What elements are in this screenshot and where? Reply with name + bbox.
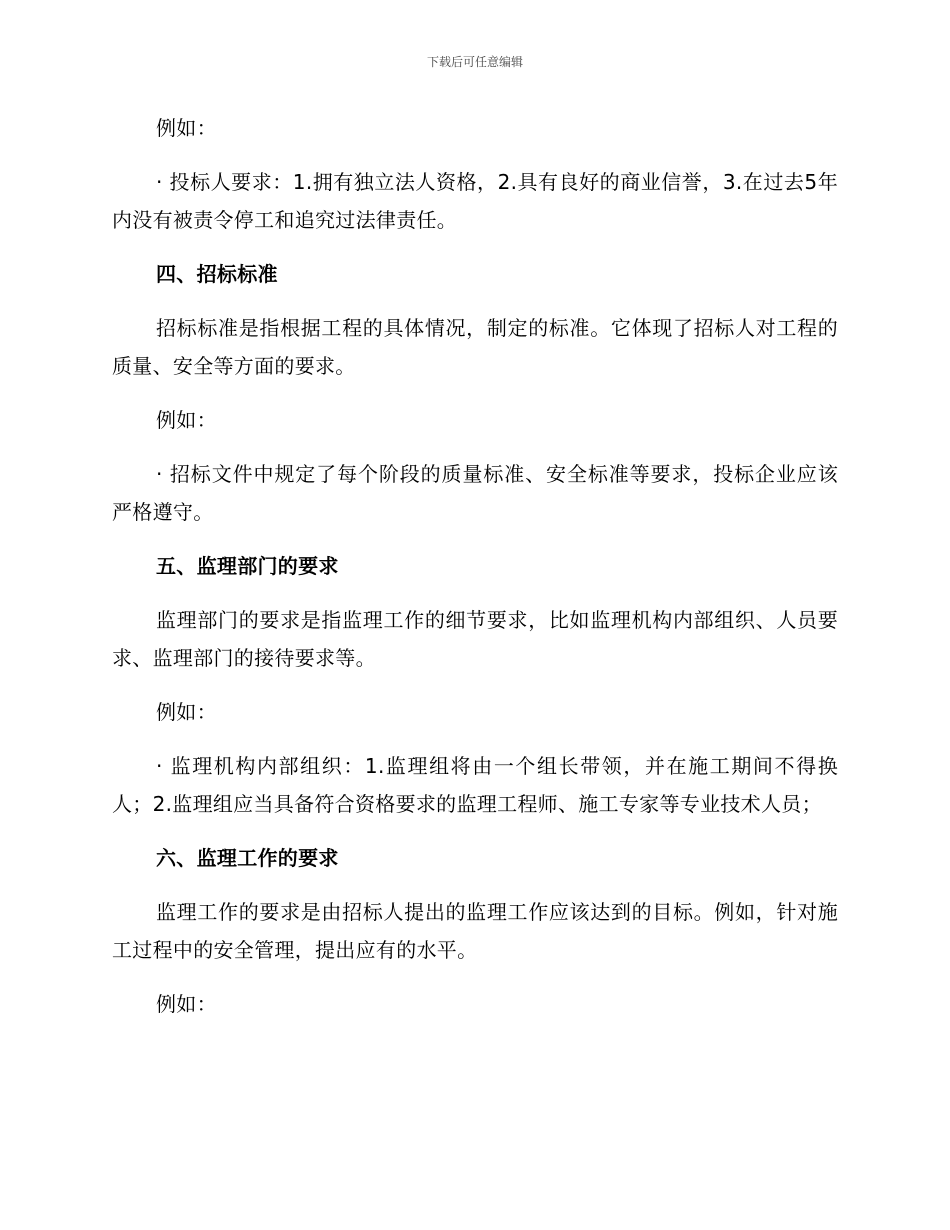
bidder-requirements-item: · 投标人要求：1.拥有独立法人资格，2.具有良好的商业信誉，3.在过去5年内没有被责令停工和追究过法律责任。 (112, 170, 838, 232)
bidding-standards-item: · 招标文件中规定了每个阶段的质量标准、安全标准等要求，投标企业应该严格遵守。 (112, 462, 838, 524)
supervision-work-paragraph: 监理工作的要求是由招标人提出的监理工作应该达到的目标。例如，针对施工过程中的安全管理，提出应有的水平。 (112, 900, 838, 962)
section-heading-supervision-work: 六、监理工作的要求 (156, 846, 339, 870)
page-header: 下载后可任意编辑 (426, 55, 523, 69)
example-label: 例如： (156, 992, 217, 1016)
document-body (112, 109, 838, 1039)
section-heading-bidding-standards: 四、招标标准 (156, 262, 278, 286)
example-label: 例如： (156, 408, 217, 432)
example-label: 例如： (156, 700, 217, 724)
supervision-department-paragraph: 监理部门的要求是指监理工作的细节要求，比如监理机构内部组织、人员要求、监理部门的接待要求等。 (112, 608, 838, 670)
bidding-standards-paragraph: 招标标准是指根据工程的具体情况，制定的标准。它体现了招标人对工程的质量、安全等方面的要求。 (112, 316, 838, 378)
supervision-organization-item: · 监理机构内部组织：1.监理组将由一个组长带领，并在施工期间不得换人；2.监理组应当具备符合资格要求的监理工程师、施工专家等专业技术人员； (112, 754, 838, 816)
example-label: 例如： (156, 116, 217, 140)
section-heading-supervision-department: 五、监理部门的要求 (156, 554, 339, 578)
